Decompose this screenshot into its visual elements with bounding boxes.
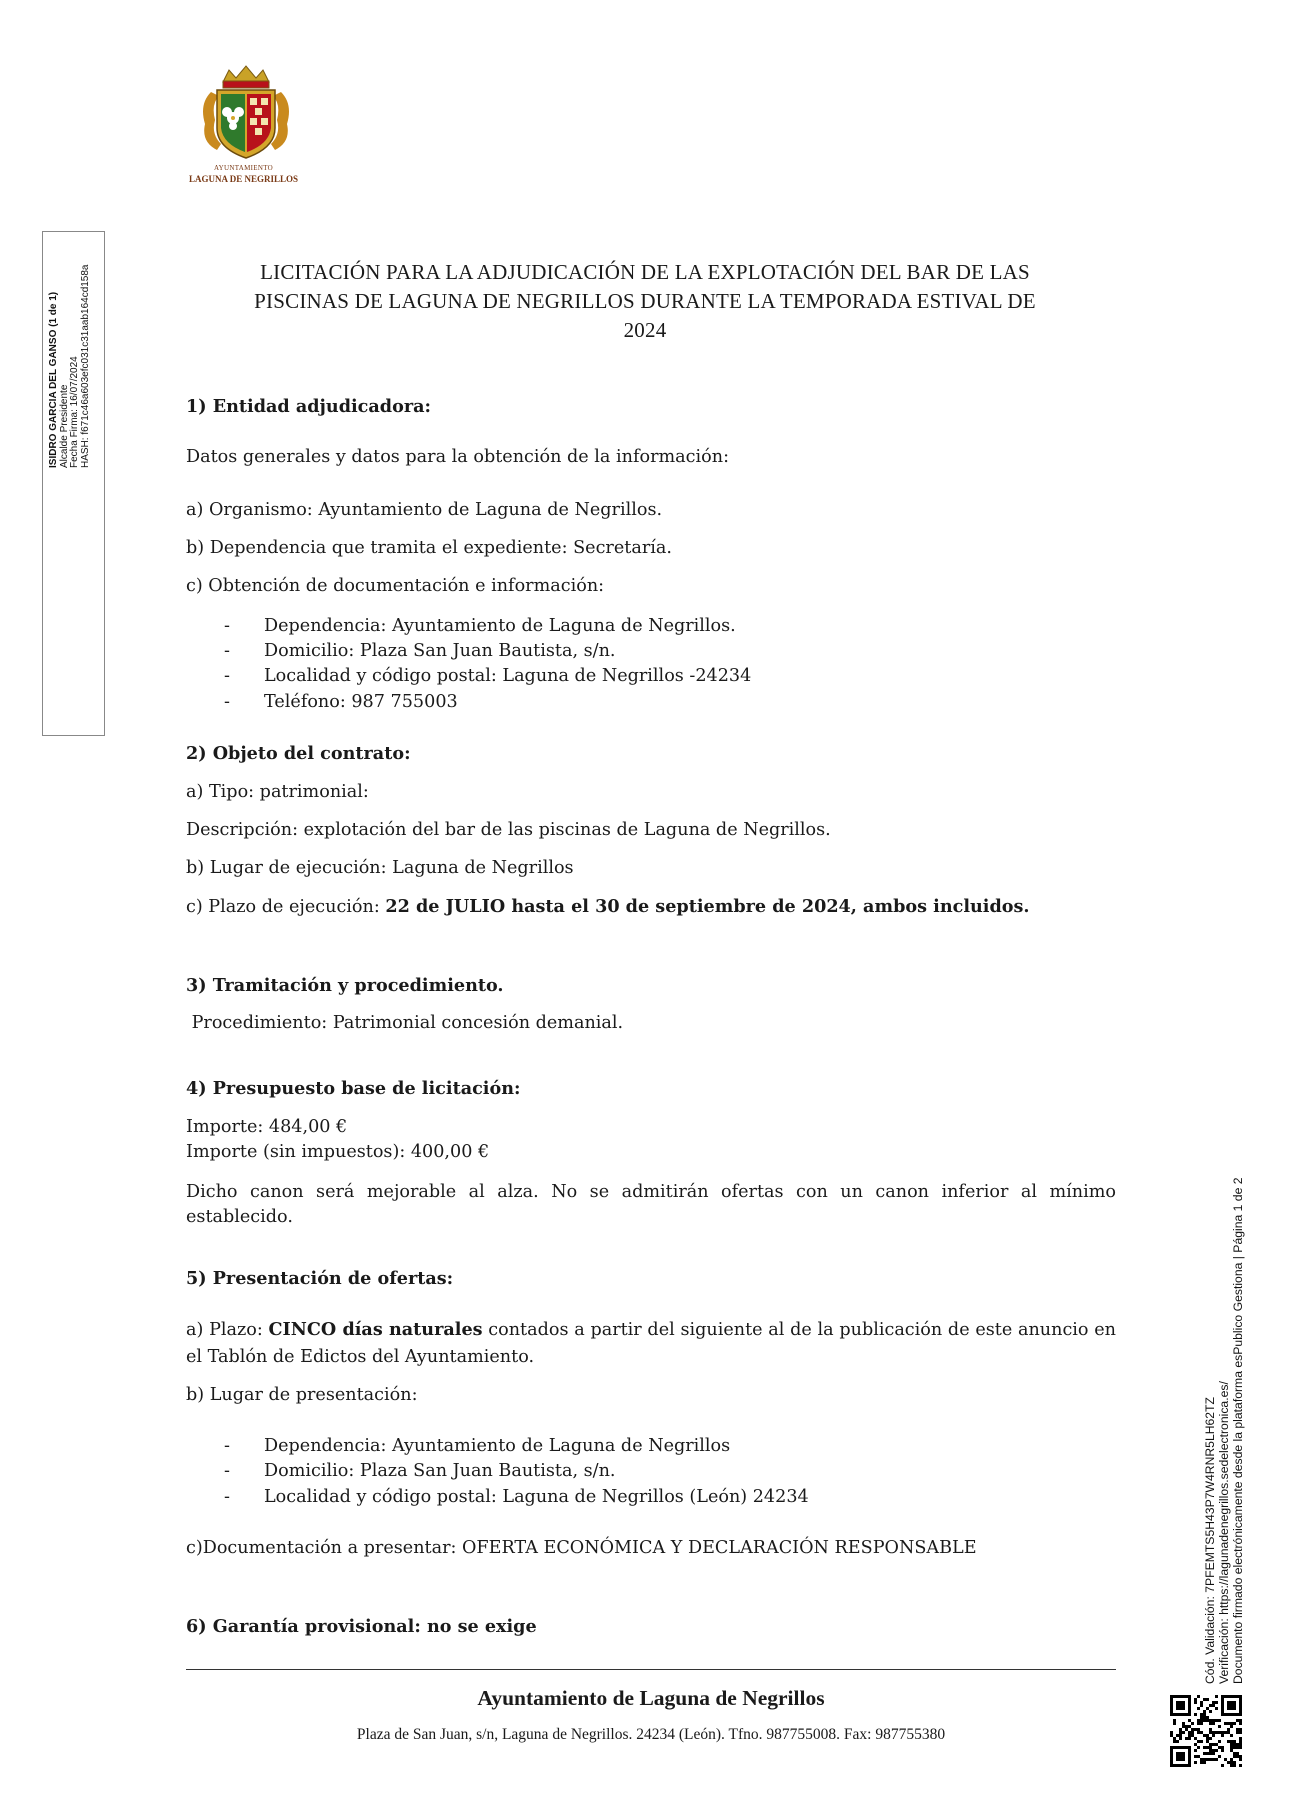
section-2-item-a: a) Tipo: patrimonial: bbox=[186, 782, 369, 802]
signature-role: Alcalde Presidente bbox=[58, 384, 70, 468]
section-6-heading: 6) Garantía provisional: no se exige bbox=[186, 1616, 537, 1637]
footer-divider bbox=[186, 1669, 1116, 1670]
list-item-text: Domicilio: Plaza San Juan Bautista, s/n. bbox=[264, 1461, 616, 1481]
verification-text bbox=[1203, 1177, 1245, 1684]
section-2-item-c bbox=[186, 893, 1030, 921]
logo-caption-line1: AYUNTAMIENTO bbox=[213, 164, 274, 172]
signature-signer: ISIDRO GARCIA DEL GANSO (1 de 1) bbox=[48, 291, 59, 468]
section-1-heading: 1) Entidad adjudicadora: bbox=[186, 396, 431, 417]
section-5-item-b: b) Lugar de presentación: bbox=[186, 1385, 418, 1405]
list-item-text: Localidad y código postal: Laguna de Negrillos (León) 24234 bbox=[264, 1487, 809, 1507]
section-4-canon-note: Dicho canon será mejorable al alza. No se admitirán ofertas con un canon inferior al mínimo establecido. bbox=[186, 1182, 1116, 1227]
section-2-item-c-dates: 22 de JULIO hasta el 30 de septiembre de 2024, ambos incluidos. bbox=[385, 896, 1030, 917]
section-4-importe: Importe: 484,00 € bbox=[186, 1117, 348, 1137]
signature-box bbox=[42, 231, 105, 736]
list-item-text: Localidad y código postal: Laguna de Negrillos -24234 bbox=[264, 666, 752, 686]
section-1-item-b: b) Dependencia que tramita el expediente: Secretaría. bbox=[186, 538, 672, 558]
qr-code-icon bbox=[1170, 1695, 1242, 1767]
section-2-item-c-label: c) Plazo de ejecución: bbox=[186, 897, 386, 917]
section-5-item-a-deadline: CINCO días naturales bbox=[268, 1319, 483, 1340]
list-item-text: Dependencia: Ayuntamiento de Laguna de Negrillos. bbox=[264, 616, 736, 636]
verification-url: Verificación: https://lagunadenegrillos.sedelectronica.es/ bbox=[1217, 1381, 1231, 1684]
section-4-importe-sin-impuestos: Importe (sin impuestos): 400,00 € bbox=[186, 1142, 490, 1162]
document-title bbox=[205, 258, 1085, 345]
section-3-heading: 3) Tramitación y procedimiento. bbox=[186, 975, 504, 996]
signature-text bbox=[49, 238, 91, 468]
signature-date: Fecha Firma: 16/07/2024 bbox=[69, 356, 80, 468]
list-dash: - bbox=[224, 1436, 230, 1456]
list-item-text: Dependencia: Ayuntamiento de Laguna de Negrillos bbox=[264, 1436, 731, 1456]
signature-hash: HASH: f671c46a603efc031c31aab164cd158a bbox=[79, 264, 91, 468]
section-1-item-a: a) Organismo: Ayuntamiento de Laguna de Negrillos. bbox=[186, 500, 663, 520]
section-1-item-c: c) Obtención de documentación e información: bbox=[186, 576, 605, 596]
list-dash: - bbox=[224, 616, 230, 636]
list-dash: - bbox=[224, 641, 230, 661]
list-item-text: Domicilio: Plaza San Juan Bautista, s/n. bbox=[264, 641, 616, 661]
title-line3: 2024 bbox=[623, 318, 667, 342]
section-5-item-c: c)Documentación a presentar: OFERTA ECONÓMICA Y DECLARACIÓN RESPONSABLE bbox=[186, 1538, 977, 1558]
section-5-item-a-label: a) Plazo: bbox=[186, 1320, 269, 1340]
title-line1: LICITACIÓN PARA LA ADJUDICACIÓN DE LA EXPLOTACIÓN DEL BAR DE LAS bbox=[260, 260, 1030, 284]
section-4-heading: 4) Presupuesto base de licitación: bbox=[186, 1078, 521, 1099]
logo-caption-line2: LAGUNA DE NEGRILLOS bbox=[188, 174, 299, 184]
title-line2: PISCINAS DE LAGUNA DE NEGRILLOS DURANTE LA TEMPORADA ESTIVAL DE bbox=[254, 289, 1036, 313]
logo-caption bbox=[181, 163, 306, 185]
section-5-heading: 5) Presentación de ofertas: bbox=[186, 1268, 454, 1289]
list-item-text: Teléfono: 987 755003 bbox=[264, 692, 458, 712]
section-2-description: Descripción: explotación del bar de las piscinas de Laguna de Negrillos. bbox=[186, 820, 831, 840]
verification-platform: Documento firmado electrónicamente desde la plataforma esPublico Gestiona | Página 1 de 2 bbox=[1231, 1177, 1245, 1684]
section-1-intro: Datos generales y datos para la obtención de la información: bbox=[186, 447, 729, 467]
section-2-item-b: b) Lugar de ejecución: Laguna de Negrillos bbox=[186, 858, 574, 878]
list-dash: - bbox=[224, 692, 230, 712]
list-dash: - bbox=[224, 1461, 230, 1481]
section-2-heading: 2) Objeto del contrato: bbox=[186, 743, 411, 764]
footer-organization: Ayuntamiento de Laguna de Negrillos bbox=[477, 1686, 825, 1710]
verification-code: Cód. Validación: 7PFEMTS5H43P7W4RNR5LH62TZ bbox=[1203, 1397, 1217, 1684]
footer-address: Plaza de San Juan, s/n, Laguna de Negrillos. 24234 (León). Tfno. 987755008. Fax: 987755380 bbox=[356, 1726, 946, 1743]
section-3-text: Procedimiento: Patrimonial concesión demanial. bbox=[186, 1013, 624, 1033]
list-dash: - bbox=[224, 666, 230, 686]
section-5-item-a bbox=[186, 1316, 1116, 1371]
section-5-item-a-rest: contados a partir del siguiente al de la publicación de este anuncio en el Tablón de Edictos del Ayuntamiento. bbox=[186, 1320, 1116, 1367]
list-dash: - bbox=[224, 1487, 230, 1507]
